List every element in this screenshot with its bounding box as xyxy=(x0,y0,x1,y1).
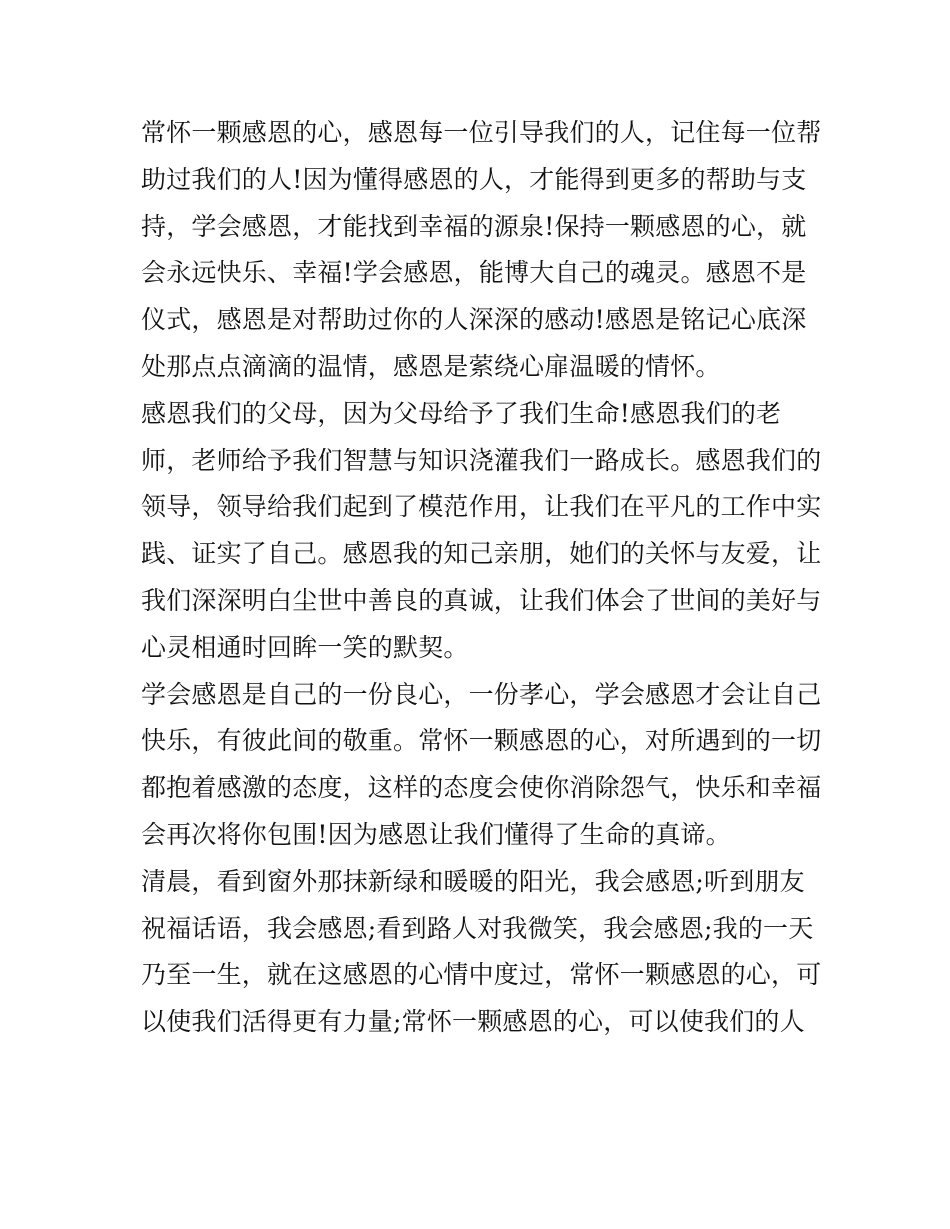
text-line: 都抱着感激的态度，这样的态度会使你消除怨气，快乐和幸福 xyxy=(141,773,822,803)
text-line: 清晨，看到窗外那抹新绿和暖暖的阳光，我会感恩;听到朋友 xyxy=(141,866,805,896)
document-body xyxy=(141,110,821,1046)
text-line: 持，学会感恩，才能找到幸福的源泉!保持一颗感恩的心，就 xyxy=(141,211,807,241)
paragraph-1 xyxy=(141,110,821,391)
text-line: 我们深深明白尘世中善良的真诚，让我们体会了世间的美好与 xyxy=(141,585,822,615)
text-line: 会永远快乐、幸福!学会感恩，能博大自己的魂灵。感恩不是 xyxy=(141,258,807,288)
text-line: 以使我们活得更有力量;常怀一颗感恩的心，可以使我们的人 xyxy=(141,1007,805,1037)
text-line: 践、证实了自己。感恩我的知己亲朋，她们的关怀与友爱，让 xyxy=(141,539,822,569)
text-line: 仪式，感恩是对帮助过你的人深深的感动!感恩是铭记心底深 xyxy=(141,305,807,335)
paragraph-2 xyxy=(141,391,821,672)
paragraph-3 xyxy=(141,672,821,859)
text-line: 师，老师给予我们智慧与知识浇灌我们一路成长。感恩我们的 xyxy=(141,445,822,475)
text-line: 领导，领导给我们起到了模范作用，让我们在平凡的工作中实 xyxy=(141,492,822,522)
paragraph-4 xyxy=(141,859,821,1046)
text-line: 感恩我们的父母，因为父母给予了我们生命!感恩我们的老 xyxy=(141,398,782,428)
text-line: 祝福话语，我会感恩;看到路人对我微笑，我会感恩;我的一天 xyxy=(141,913,814,943)
text-line: 快乐，有彼此间的敬重。常怀一颗感恩的心，对所遇到的一切 xyxy=(141,726,822,756)
text-line: 常怀一颗感恩的心，感恩每一位引导我们的人，记住每一位帮 xyxy=(141,118,822,147)
text-line: 学会感恩是自己的一份良心，一份孝心，学会感恩才会让自己 xyxy=(141,679,822,709)
text-line: 助过我们的人!因为懂得感恩的人，才能得到更多的帮助与支 xyxy=(141,164,807,194)
text-line: 处那点点滴滴的温情，感恩是萦绕心扉温暖的情怀。 xyxy=(141,351,721,381)
text-line: 心灵相通时回眸一笑的默契。 xyxy=(141,632,469,662)
text-line: 会再次将你包围!因为感恩让我们懂得了生命的真谛。 xyxy=(141,819,731,849)
text-line: 乃至一生，就在这感恩的心情中度过，常怀一颗感恩的心，可 xyxy=(141,960,822,990)
